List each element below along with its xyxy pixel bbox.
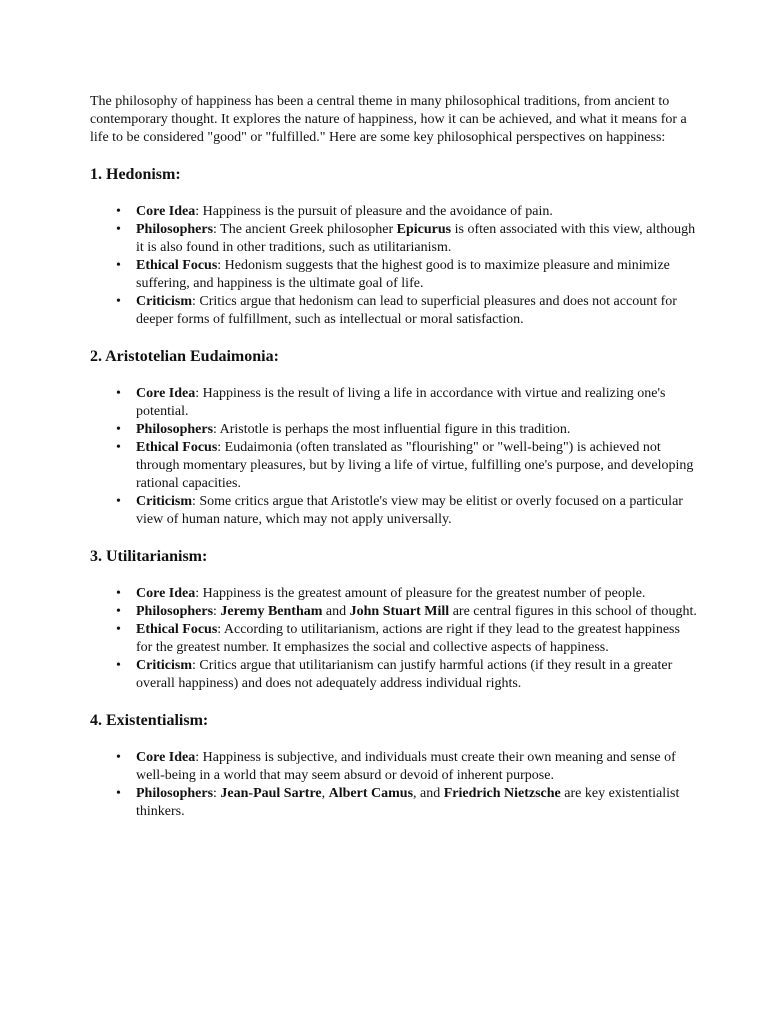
item-text: : Happiness is the result of living a life in accordance with virtue and realizing one's potential. <box>136 386 666 419</box>
bullet-marker: • <box>116 422 121 437</box>
bullet-marker: • <box>116 786 121 801</box>
item-text: : Happiness is the pursuit of pleasure and the avoidance of pain. <box>195 204 553 219</box>
bold-term: Philosophers <box>136 422 214 437</box>
item-text: : Happiness is the greatest amount of pleasure for the greatest number of people. <box>195 586 646 601</box>
item-text: : Some critics argue that Aristotle's view may be elitist or overly focused on a particular view of human nature, which may not apply universally. <box>136 494 683 527</box>
item-text: : Critics argue that hedonism can lead to superficial pleasures and does not account for deeper forms of fulfillment, such as intellectual or moral satisfaction. <box>136 294 677 327</box>
bullet-marker: • <box>116 258 121 273</box>
list-item <box>116 603 698 621</box>
bold-term: Jeremy Bentham <box>220 604 323 619</box>
list-item <box>116 785 698 821</box>
list-item <box>116 293 698 329</box>
item-text: , <box>321 786 329 801</box>
bold-term: Criticism <box>136 294 192 309</box>
list-item <box>116 257 698 293</box>
item-text: : Critics argue that utilitarianism can justify harmful actions (if they result in a greater overall happiness) and does not adequately address individual rights. <box>136 658 673 691</box>
bold-term: Core Idea <box>136 750 196 765</box>
list-item <box>116 439 698 493</box>
bold-term: Philosophers <box>136 604 214 619</box>
bold-term: Epicurus <box>396 222 452 237</box>
bold-term: Albert Camus <box>328 786 414 801</box>
intro-paragraph: The philosophy of happiness has been a central theme in many philosophical traditions, from ancient to contemporary thought. It explores the nature of happiness, how it can be achieved, and what it means for a life to be considered "good" or "fulfilled." Here are some key philosophical perspectives on happiness: <box>90 94 687 145</box>
bullet-list <box>90 203 698 329</box>
bold-term: Ethical Focus <box>136 440 218 455</box>
list-item <box>116 621 698 657</box>
bullet-marker: • <box>116 604 121 619</box>
item-text: and <box>322 604 350 619</box>
bullet-list <box>90 385 698 529</box>
sections-container <box>90 165 698 821</box>
bullet-marker: • <box>116 386 121 401</box>
item-text: : The ancient Greek philosopher <box>213 222 397 237</box>
item-text: : Aristotle is perhaps the most influential figure in this tradition. <box>213 422 571 437</box>
list-item <box>116 421 698 439</box>
bold-term: Jean-Paul Sartre <box>220 786 322 801</box>
bullet-list <box>90 585 698 693</box>
item-text: : Eudaimonia (often translated as "flourishing" or "well-being") is achieved not through momentary pleasures, but by living a life of virtue, fulfilling one's purpose, and developing rational capacities. <box>136 440 694 491</box>
bullet-marker: • <box>116 222 121 237</box>
bullet-marker: • <box>116 204 121 219</box>
list-item <box>116 203 698 221</box>
bold-term: John Stuart Mill <box>349 604 450 619</box>
bullet-marker: • <box>116 658 121 673</box>
list-item <box>116 585 698 603</box>
list-item <box>116 749 698 785</box>
section-heading: 4. Existentialism: <box>90 712 209 729</box>
section-heading: 2. Aristotelian Eudaimonia: <box>90 348 279 365</box>
bold-term: Criticism <box>136 658 192 673</box>
item-text: : According to utilitarianism, actions are right if they lead to the greatest happiness for the greatest number. It emphasizes the social and collective aspects of happiness. <box>136 622 680 655</box>
item-text: are key existentialist thinkers. <box>136 786 680 819</box>
bullet-marker: • <box>116 622 121 637</box>
item-text: : <box>213 786 221 801</box>
item-text: : Happiness is subjective, and individuals must create their own meaning and sense of well-being in a world that may seem absurd or devoid of inherent purpose. <box>136 750 676 783</box>
item-text: is often associated with this view, although it is also found in other traditions, such as utilitarianism. <box>136 222 696 255</box>
bold-term: Philosophers <box>136 222 214 237</box>
bold-term: Philosophers <box>136 786 214 801</box>
list-item <box>116 385 698 421</box>
bold-term: Ethical Focus <box>136 258 218 273</box>
list-item <box>116 657 698 693</box>
bullet-marker: • <box>116 440 121 455</box>
bold-term: Friedrich Nietzsche <box>443 786 561 801</box>
bullet-marker: • <box>116 586 121 601</box>
section-heading: 3. Utilitarianism: <box>90 548 208 565</box>
item-text: , and <box>413 786 444 801</box>
bullet-marker: • <box>116 494 121 509</box>
item-text: are central figures in this school of thought. <box>449 604 697 619</box>
bullet-list <box>90 749 698 821</box>
section-heading: 1. Hedonism: <box>90 166 181 183</box>
bullet-marker: • <box>116 294 121 309</box>
bold-term: Core Idea <box>136 586 196 601</box>
list-item <box>116 493 698 529</box>
bold-term: Core Idea <box>136 204 196 219</box>
item-text: : Hedonism suggests that the highest good is to maximize pleasure and minimize suffering, and happiness is the ultimate goal of life. <box>136 258 670 291</box>
bullet-marker: • <box>116 750 121 765</box>
item-text: : <box>213 604 221 619</box>
bold-term: Criticism <box>136 494 192 509</box>
bold-term: Ethical Focus <box>136 622 218 637</box>
list-item <box>116 221 698 257</box>
bold-term: Core Idea <box>136 386 196 401</box>
